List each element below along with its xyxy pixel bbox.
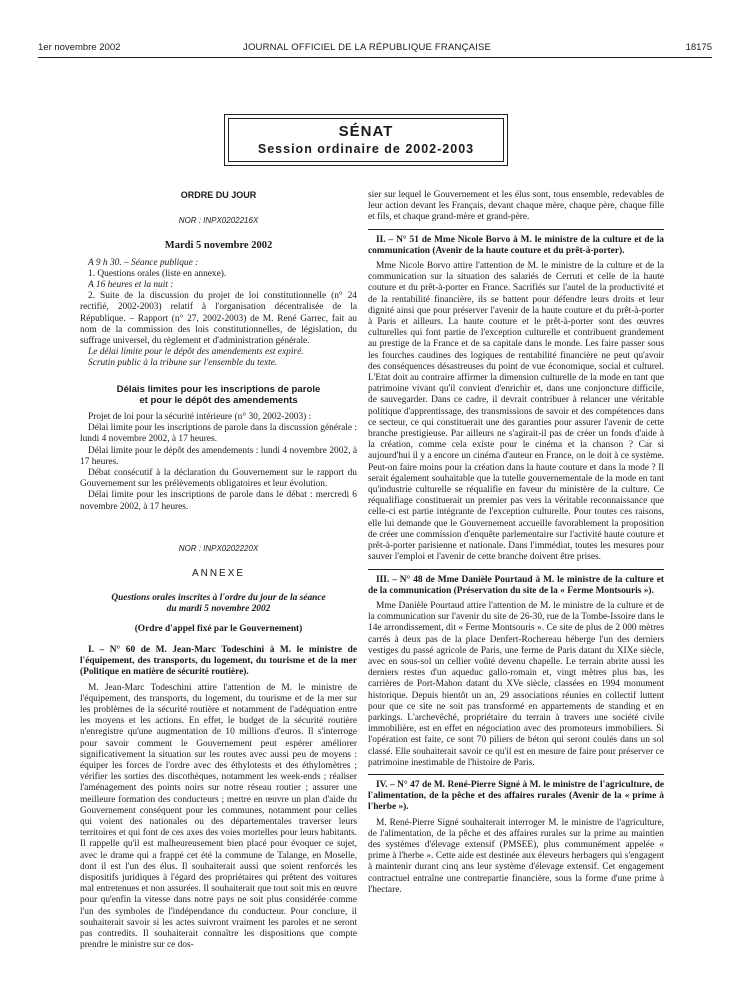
question-1-title: I. – N° 60 de M. Jean-Marc Todeschini à M. le ministre de l'équipement, des transports, du logement, du tourisme et de la mer (Politique en matière de sécurité routière). xyxy=(80,644,357,678)
deadline-bill: Projet de loi pour la sécurité intérieure (n° 30, 2002-2003) : xyxy=(88,412,312,423)
separator-rule-1 xyxy=(368,229,664,230)
question-2-title: II. – N° 51 de Mme Nicole Borvo à M. le ministre de la culture et de la communication (Avenir de la haute couture et du prêt-à-porter). xyxy=(368,234,664,256)
questions-heading-line-1: Questions orales inscrites à l'ordre du jour de la séance xyxy=(111,593,326,604)
question-4-text: M. René-Pierre Signé souhaiterait interroger M. le ministre de l'agriculture, de l'alimentation, de la pêche et des affaires rurales sur la prime au maintien des systèmes d'élevage extensif (PMSEE), plus communément appelée « prime à l'herbe ». Cette aide est destinée aux éleveurs herbagers qui s'engagent à maintenir durant cinq ans leur système d'élevage extensif. Cet engagement contractuel entraîne une contrepartie financière, sous la forme d'une prime à l'hectare. xyxy=(368,817,664,895)
deadline-speaking-debate: Délai limite pour les inscriptions de parole dans le débat : mercredi 6 novembre 2002, à 17 heures. xyxy=(80,490,357,512)
question-3-title: III. – N° 48 de Mme Danièle Pourtaud à M. le ministre de la culture et de la communication (Préservation du site de la « Ferme Montsouris »). xyxy=(368,574,664,596)
questions-heading-line-2: du mardi 5 novembre 2002 xyxy=(166,604,271,615)
deadline-amendments: Délai limite pour le dépôt des amendements : lundi 4 novembre 2002, à 17 heures. xyxy=(80,445,357,467)
debate-announcement: Débat consécutif à la déclaration du Gouvernement sur le rapport du Gouvernement sur les prélèvements obligatoires et leur évolution. xyxy=(80,468,357,490)
question-1-text: M. Jean-Marc Todeschini attire l'attention de M. le ministre de l'équipement, des transports, du logement, du tourisme et de la mer sur les problèmes de la sécurité routière et notamment de l'adéquation entre les moyens et les actions. En effet, le budget de la sécurité routière n'enregistre qu'une augmentation de 10 millions d'euros. Il s'interroge pour savoir comment le Gouvernement peut espérer améliorer significativement la situation sur les routes avec aussi peu de moyens : équiper les forces de l'ordre avec des éthylotests et des éthylomètres ; vérifier les sorties des discothèques, notamment les week-ends ; réaliser l'aménagement des points noirs sur notre réseau routier ; assurer une meilleure formation des conducteurs ; mettre en œuvre un plan d'aide du Gouvernement conséquent pour les communes, notamment pour celles qui voient des nationales ou des départementales traverser leurs territoires et qui font de ces axes des voies mortelles pour leurs habitants. Il rappelle qu'il est malheureusement bien placé pour évoquer ce sujet, avec le drame qui a frappé cet été la commune de Talange, en Moselle, dont il est l'un des élus. Il souhaiterait aussi que soient renforcés les dispositifs juridiques à l'égard des propriétaires qui prêtent des voitures mal entretenues et non assurées. Il souhaiterait que tout soit mis en œuvre pour qu'enfin la vitesse dans notre pays ne soit plus considérée comme l'un des symboles de l'indépendance du conducteur. Pour conclure, il souhaiterait savoir si les actes suivront vraiment les paroles et ne seront pas contredits. Il souhaiterait connaître les dispositions que compte prendre le ministre sur ce dos- xyxy=(80,682,357,951)
public-vote-note: Scrutin public à la tribune sur l'ensemble du texte. xyxy=(88,358,278,369)
senat-title-box xyxy=(228,118,504,162)
separator-rule-2 xyxy=(368,569,664,570)
right-column xyxy=(368,190,664,896)
session-date-heading: Mardi 5 novembre 2002 xyxy=(164,240,273,252)
left-column xyxy=(80,190,357,951)
senat-title: SÉNAT xyxy=(338,123,394,140)
question-1-continuation: sier sur lequel le Gouvernement et les élus sont, tous ensemble, redevables de leur action devant les Français, devant chaque mère, chaque père, chaque fille et fils, et chaque grand-mère et grand-père. xyxy=(368,190,664,223)
agenda-item-2: 2. Suite de la discussion du projet de loi constitutionnelle (n° 24 rectifié, 2002-2003) relatif à l'organisation décentralisée de la République. – Rapport (n° 27, 2002-2003) de M. René Garrec, fait au nom de la commission des lois constitutionnelles, de législation, du suffrage universel, du règlement et d'administration générale. xyxy=(80,291,357,347)
question-2-text: Mme Nicole Borvo attire l'attention de M. le ministre de la culture et de la communication sur la situation des salariés de Cerruti et celle de la haute couture et du prêt-à-porter en France. Sacrifiés sur l'autel de la productivité et de la rentabilité financière, ils se battent pour défendre leurs droits et leur dignité ainsi que pour préserver l'avenir de la haute couture et du prêt-à-porter à Paris et ailleurs. La haute couture et le prêt-à-porter sont des œuvres culturelles qui font partie de l'exception culturelle et contribuent grandement au prestige de la France et de sa capitale dans le monde. Les faire passer sous les fourches caudines des logiques de rentabilité financière ne peut qu'avoir des conséquences désastreuses du point de vue économique, social et culturel. L'Etat doit au contraire affirmer la dimension culturelle de la mode en tant que patrimoine vivant qu'il convient d'enrichir et, dans une conjoncture difficile, de sauvegarder. Dans ce cadre, il devrait contribuer à relancer une véritable politique d'apprentissage, des transmissions de savoir et des compétences dans ce secteur, ce qui constituerait une des garanties pour assurer l'avenir de cette branche prestigieuse. Par ailleurs ne s'agirait-il pas de créer un fonds d'aide à la création, comme cela existe pour le cinéma et la chanson ? Car si aujourd'hui il y a encore un cinéma d'auteur en France, on le doit à ce système. Peut-on faire moins pour la création dans la haute couture et dans la mode ? Il serait également souhaitable que la tutelle gouvernementale de la mode en tant qu'industrie culturelle se réqualifie en faveur du ministère de la culture. Ce réqualifiage constituerait un premier pas vers la véritable reconnaissance que celle-ci est partie intégrante de l'exception culturelle. Pour toutes ces raisons, elle lui demande que le Gouvernement accueille favorablement la proposition de créer une commission d'enquête parlementaire sur l'activité haute couture et prêt-à-porter parisienne et nationale. Dans l'immédiat, toutes les mesures pour sauver l'emploi et l'avenir de cette branche doivent être prises. xyxy=(368,261,664,563)
agenda-afternoon: A 16 heures et la nuit : xyxy=(88,280,174,291)
question-4-title: IV. – N° 47 de M. René-Pierre Signé à M. le ministre de l'agriculture, de l'alimentation, de la pêche et des affaires rurales (Avenir de la « prime à l'herbe »). xyxy=(368,779,664,813)
header-journal-title: JOURNAL OFFICIEL DE LA RÉPUBLIQUE FRANÇAISE xyxy=(243,42,492,53)
separator-rule-3 xyxy=(368,774,664,775)
agenda-item-1: 1. Questions orales (liste en annexe). xyxy=(88,268,227,279)
delais-heading-line-1: Délais limites pour les inscriptions de parole xyxy=(116,383,321,395)
header-rule xyxy=(38,57,712,58)
amendment-deadline-note: Le délai limite pour le dépôt des amendements est expiré. xyxy=(88,347,304,358)
agenda-morning: A 9 h 30. – Séance publique : xyxy=(88,257,199,268)
session-title: Session ordinaire de 2002-2003 xyxy=(257,142,475,156)
question-3-text: Mme Danièle Pourtaud attire l'attention de M. le ministre de la culture et de la communication sur l'avenir du site de 26-30, rue de la Tombe-Issoire dans le 14e arrondissement, dit « Ferme Montsouris ». Ce site de plus de 2 000 mètres carrés à deux pas de la place Denfert-Rochereau héberge l'un des derniers vestiges du passé agricole de Paris, une ferme de Paris datant du XIXe siècle, avec en sous-sol un cellier voûté devenu chapelle. Le terrain abrite aussi les derniers restes d'un aqueduc gallo-romain et, vingt mètres plus bas, les carrières de Port-Mahon datant du XVe siècle, classées en 1994 monument historique. Depuis bientôt un an, 29 associations réunies en collectif luttent pour que ce site ne soit pas transformé en appartements de standing et en parkings. L'archevêché, propriétaire du terrain à travers une société civile immobilière, est en effet en négociation avec des promoteurs immobiliers. Si l'opération est faite, ce sont 70 piliers de béton qui seront coulés dans un sol classé. Elle souhaiterait savoir ce qu'il est en mesure de faire pour préserver ce patrimoine inestimable de l'histoire de Paris. xyxy=(368,600,664,768)
nor-reference-1: NOR : INPX0202216X xyxy=(178,216,259,226)
running-header xyxy=(38,42,712,58)
nor-reference-2: NOR : INPX0202220X xyxy=(178,543,259,553)
header-date: 1er novembre 2002 xyxy=(38,42,121,53)
annexe-heading: ANNEXE xyxy=(191,568,246,580)
ordre-du-jour-heading: ORDRE DU JOUR xyxy=(180,190,257,200)
header-page-number: 18175 xyxy=(685,42,712,53)
deadline-speaking-general: Délai limite pour les inscriptions de parole dans la discussion générale : lundi 4 novembre 2002, à 17 heures. xyxy=(80,423,357,445)
delais-heading-line-2: et pour le dépôt des amendements xyxy=(139,394,298,406)
order-of-call-heading: (Ordre d'appel fixé par le Gouvernement) xyxy=(134,623,303,634)
